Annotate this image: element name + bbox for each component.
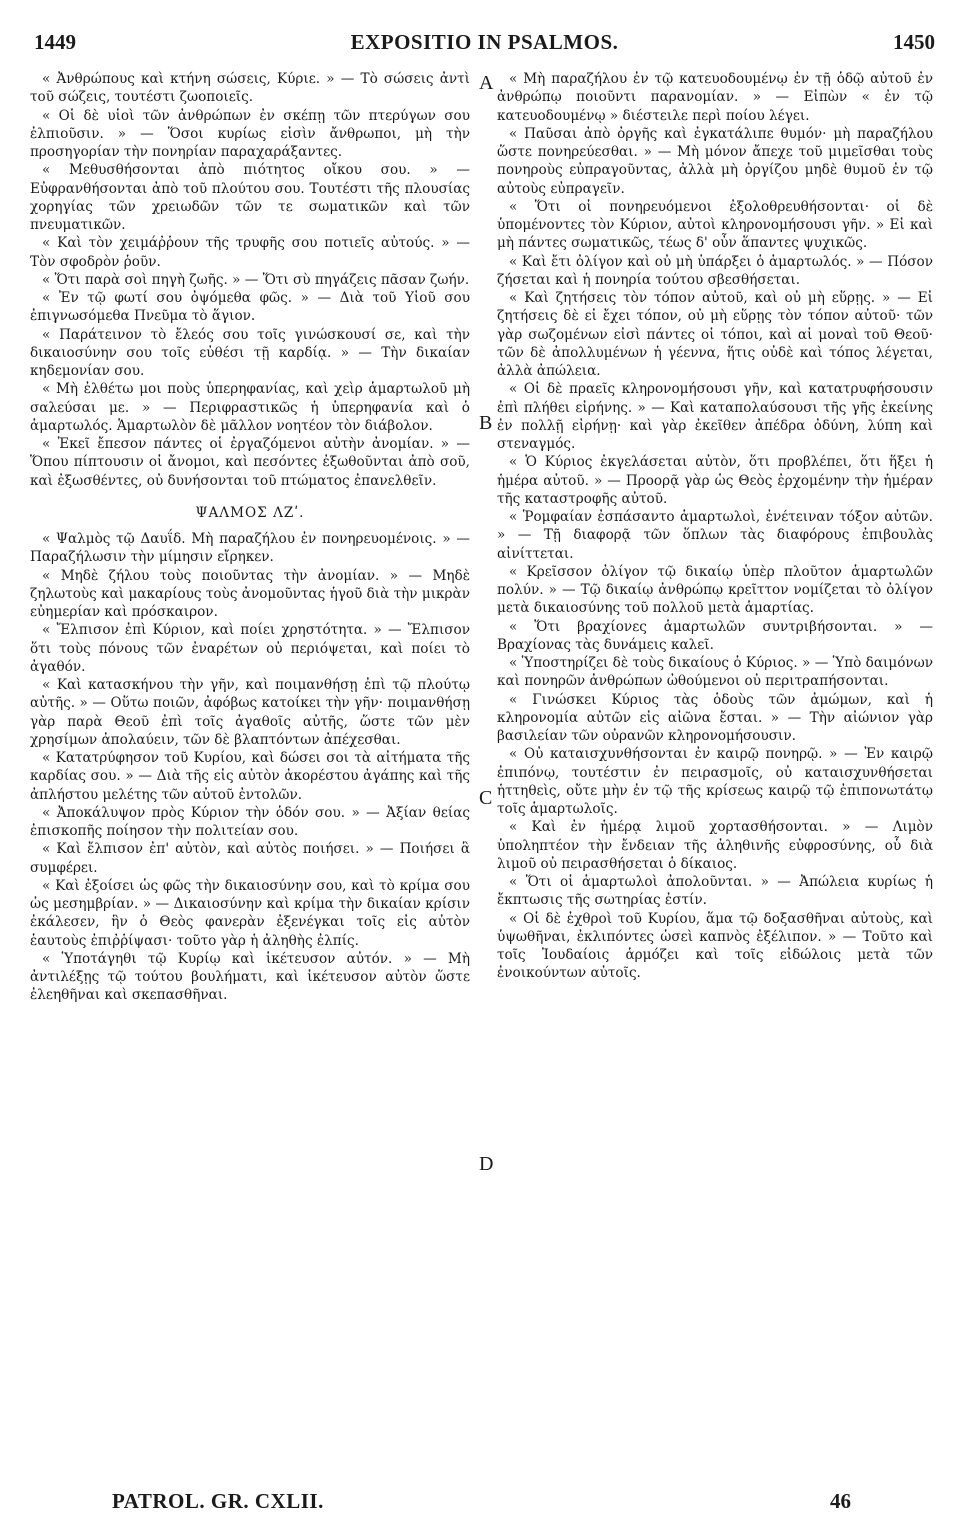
paragraph: « Ψαλμὸς τῷ Δαυΐδ. Μὴ παραζήλου ἐν πονηρευομένοις. » — Παραζήλωσιν τὴν μίμησιν εἴρηκεν. bbox=[30, 531, 470, 566]
right-column bbox=[497, 70, 933, 983]
paragraph: « Ῥομφαίαν ἐσπάσαντο ἁμαρτωλοὶ, ἐνέτειναν τόξον αὐτῶν. » — Τῇ διαφορᾷ τῶν ὅπλων τὰς διαφόρους ἐπιβουλὰς αἰνίττεται. bbox=[497, 509, 933, 562]
paragraph: « Καὶ ἔτι ὀλίγον καὶ οὐ μὴ ὑπάρξει ὁ ἁμαρτωλός. » — Πόσον ζήσεται καὶ ἡ πονηρία τούτου σβεσθήσεται. bbox=[497, 253, 933, 288]
paragraph: « Ἀποκάλυψον πρὸς Κύριον τὴν ὁδόν σου. » — Ἀξίαν θείας ἐπισκοπῆς ποίησον τὴν πολιτείαν σου. bbox=[30, 804, 470, 839]
paragraph: « Καὶ ἐξοίσει ὡς φῶς τὴν δικαιοσύνην σου, καὶ τὸ κρίμα σου ὡς μεσημβρίαν. » — Δικαιοσύνην καὶ κρίμα τὴν δικαίαν κρίσιν ἐκάλεσεν, ἣν ὁ Θεὸς φανερὰν ἐξενέγκαι τοῖς εἰς αὐτὸν ἑαυτοὺς ἐπιῤῥίψασι· τοῦτο γὰρ ἡ ἀληθὴς ἐλπίς. bbox=[30, 877, 470, 949]
running-title: EXPOSITIO IN PSALMOS. bbox=[350, 30, 619, 54]
paragraph: « Ὅτι οἱ ἁμαρτωλοὶ ἀπολοῦνται. » — Ἀπώλεια κυρίως ἡ ἔκπτωσις τῆς σωτηρίας ἐστίν. bbox=[497, 874, 933, 909]
paragraph: « Μηδὲ ζήλου τοὺς ποιοῦντας τὴν ἀνομίαν. » — Μηδὲ ζηλωτοὺς καὶ μακαρίους τοὺς ἀνομοῦντας ἡγοῦ διὰ τὴν μικρὰν εὐημερίαν καὶ πρόσκαιρον. bbox=[30, 567, 470, 620]
paragraph: « Καὶ τὸν χειμάῤῥουν τῆς τρυφῆς σου ποτιεῖς αὐτούς. » — Τὸν σφοδρὸν ῥοῦν. bbox=[30, 235, 470, 270]
paragraph: « Ἀνθρώπους καὶ κτήνη σώσεις, Κύριε. » — Τὸ σώσεις ἀντὶ τοῦ σώζεις, τουτέστι ζωοποιεῖς. bbox=[30, 71, 470, 106]
page-number-right: 1450 bbox=[893, 30, 935, 54]
paragraph: « Γινώσκει Κύριος τὰς ὁδοὺς τῶν ἀμώμων, καὶ ἡ κληρονομία αὐτῶν εἰς αἰῶνα ἔσται. » — Τὴν αἰώνιον γὰρ βασιλείαν τῶν οὐρανῶν κληρονομήσουσιν. bbox=[497, 691, 933, 744]
paragraph: « Ὅτι οἱ πονηρευόμενοι ἐξολοθρευθήσονται· οἱ δὲ ὑπομένοντες τὸν Κύριον, αὐτοὶ κληρονομήσουσι γῆν. » Εἰ καὶ μὴ πάντες σωματικῶς, τέως δ' οὖν ἅπαντες ψυχικῶς. bbox=[497, 198, 933, 252]
paragraph: « Ὁ Κύριος ἐκγελάσεται αὐτὸν, ὅτι προβλέπει, ὅτι ἥξει ἡ ἡμέρα αὐτοῦ. » — Προορᾷ γὰρ ὡς Θεὸς ἐρχομένην τὴν ἡμέραν τῆς καταστροφῆς αὐτοῦ. bbox=[497, 454, 933, 507]
footer-number: 46 bbox=[830, 1489, 851, 1513]
paragraph: « Ἐν τῷ φωτί σου ὀψόμεθα φῶς. » — Διὰ τοῦ Υἱοῦ σου ἐπιγνωσόμεθα Πνεῦμα τὸ ἅγιον. bbox=[30, 290, 470, 325]
paragraph: « Ἔλπισον ἐπὶ Κύριον, καὶ ποίει χρηστότητα. » — Ἔλπισον ὅτι τοὺς πόνους τῶν ἐναρέτων οὐ περιόψεται, καὶ ποίει τὸ ἀγαθόν. bbox=[30, 622, 470, 675]
paragraph: « Μὴ ἐλθέτω μοι ποὺς ὑπερηφανίας, καὶ χεὶρ ἁμαρτωλοῦ μὴ σαλεύσαι με. » — Περιφραστικῶς ἡ ὑπερηφανία καὶ ὁ ἁμαρτωλός. Ἁμαρτωλὸν δὲ μᾶλλον νοητέον τὸν διάβολον. bbox=[30, 381, 470, 434]
margin-marker-c: C bbox=[479, 787, 493, 809]
paragraph: « Παράτεινον τὸ ἔλεός σου τοῖς γινώσκουσί σε, καὶ τὴν δικαιοσύνην σου τοῖς εὐθέσι τῇ καρδίᾳ. » — Τὴν δικαίαν κηδεμονίαν σου. bbox=[30, 326, 470, 379]
paragraph: « Ὑποτάγηθι τῷ Κυρίῳ καὶ ἱκέτευσον αὐτόν. » — Μὴ ἀντιλέξῃς τῷ τούτου βουλήματι, καὶ ἱκέτευσον αὐτὸν ὥστε ἐλεηθῆναι καὶ σκεπασθῆναι. bbox=[30, 950, 470, 1004]
paragraph: « Ὅτι παρὰ σοὶ πηγὴ ζωῆς. » — Ὅτι σὺ πηγάζεις πᾶσαν ζωήν. bbox=[42, 271, 470, 288]
margin-marker-a: A bbox=[479, 72, 494, 94]
paragraph: « Οἱ δὲ υἱοὶ τῶν ἀνθρώπων ἐν σκέπῃ τῶν πτερύγων σου ἐλπιοῦσιν. » — Ὅσοι κυρίως εἰσὶν ἄνθρωποι, μὴ τὴν προσηγορίαν τὴν πονηρίαν παραχαράξαντες. bbox=[30, 107, 470, 160]
footer-source: PATROL. GR. CXLII. bbox=[112, 1489, 324, 1513]
margin-marker-d: D bbox=[479, 1153, 494, 1175]
paragraph: « Ὑποστηρίζει δὲ τοὺς δικαίους ὁ Κύριος. » — Ὑπὸ δαιμόνων καὶ πονηρῶν ἀνθρώπων ὠθούμενοι οὐ περιτραπήσονται. bbox=[497, 655, 933, 690]
paragraph: « Καὶ κατασκήνου τὴν γῆν, καὶ ποιμανθήσῃ ἐπὶ τῷ πλούτῳ αὐτῆς. » — Οὕτω ποιῶν, ἀφόβως κατοίκει τὴν γῆν· ποιμανθήσῃ γὰρ παρὰ Θεοῦ ἐπὶ τοῖς ἀγαθοῖς αὐτῆς, ὥστε τῶν μὲν χρησίμων ἀπολαύειν, τῶν δὲ βλαπτόντων ἀπέχεσθαι. bbox=[30, 677, 470, 748]
paragraph: « Καὶ ἔλπισον ἐπ' αὐτὸν, καὶ αὐτὸς ποιήσει. » — Ποιήσει ἃ συμφέρει. bbox=[30, 841, 470, 876]
paragraph: « Μὴ παραζήλου ἐν τῷ κατευοδουμένῳ ἐν τῇ ὁδῷ αὐτοῦ ἐν ἀνθρώπῳ ποιοῦντι παρανομίαν. » — Εἰπὼν « ἐν τῷ κατευοδουμένῳ » διέστειλε περὶ ποίου λέγει. bbox=[497, 71, 933, 124]
margin-marker-b: B bbox=[479, 412, 493, 434]
paragraph: « Ἐκεῖ ἔπεσον πάντες οἱ ἐργαζόμενοι αὐτὴν ἀνομίαν. » — Ὅπου πίπτουσιν οἱ ἄνομοι, καὶ πεσόντες ἐξωθοῦνται ἀπὸ σοῦ, καὶ ἐξωσθέντες, οὐ δυνήσονται τοῦ πτώματος ἐπανελθεῖν. bbox=[30, 436, 470, 489]
paragraph: « Καὶ ἐν ἡμέρᾳ λιμοῦ χορτασθήσονται. » — Λιμὸν ὑποληπτέον τὴν ἔνδειαν τῆς ἀληθινῆς εὐφροσύνης, οὗ διὰ λιμοῦ οὐ πειρασθήσεται ὁ δίκαιος. bbox=[497, 819, 933, 872]
paragraph: « Ὅτι βραχίονες ἁμαρτωλῶν συντριβήσονται. » — Βραχίονας τὰς δυνάμεις καλεῖ. bbox=[497, 618, 933, 653]
paragraph: « Οὐ καταισχυνθήσονται ἐν καιρῷ πονηρῷ. » — Ἐν καιρῷ ἐπιπόνῳ, τουτέστιν ἐν πειρασμοῖς, οὐ καταισχυνθήσεται ἡττηθεὶς, οὔτε μὴν ἐν τῷ τῆς κρίσεως καιρῷ τῷ ἐπιπονωτάτῳ τοῖς ἁμαρτωλοῖς. bbox=[497, 746, 933, 817]
paragraph: « Κατατρύφησον τοῦ Κυρίου, καὶ δώσει σοι τὰ αἰτήματα τῆς καρδίας σου. » — Διὰ τῆς εἰς αὐτὸν ἀκορέστου ἀγάπης καὶ τῆς ἀπλήστου μελέτης τῶν αὐτοῦ ἐντολῶν. bbox=[30, 750, 470, 803]
paragraph: « Κρεῖσσον ὀλίγον τῷ δικαίῳ ὑπὲρ πλοῦτον ἁμαρτωλῶν πολύν. » — Τῷ δικαίῳ ἀνθρώπῳ κρεῖττον νομίζεται τὸ ὀλίγον μετὰ δικαιοσύνης τοῦ πολλοῦ μετὰ ἁμαρτίας. bbox=[497, 563, 933, 617]
paragraph: « Μεθυσθήσονται ἀπὸ πιότητος οἴκου σου. » — Εὐφρανθήσονται ἀπὸ τοῦ πλούτου σου. Τουτέστι τῆς πλουσίας χορηγίας τῶν χρειωδῶν τῶν τε σωματικῶν καὶ τῶν πνευματικῶν. bbox=[30, 162, 470, 233]
page-header bbox=[34, 30, 935, 62]
paragraph: « Οἱ δὲ ἐχθροὶ τοῦ Κυρίου, ἅμα τῷ δοξασθῆναι αὐτοὺς, καὶ ὑψωθῆναι, ἐκλιπόντες ὡσεὶ καπνὸς ἐξέλιπον. » — Τοῦτο καὶ τοῖς Ἰουδαίοις ἁρμόζει καὶ τοῖς εἰδώλοις μετὰ τῶν ἐνοικούντων αὐτοῖς. bbox=[497, 910, 933, 982]
paragraph: « Οἱ δὲ πραεῖς κληρονομήσουσι γῆν, καὶ κατατρυφήσουσιν ἐπὶ πλήθει εἰρήνης. » — Καὶ καταπολαύσουσι τῆς γῆς ἐκείνης ἐν πολλῇ εἰρήνῃ· καὶ γὰρ ἐκεῖθεν ἀπέδρα ὀδύνη, λύπη καὶ στεναγμός. bbox=[497, 381, 933, 452]
psalm-heading: ΨΑΛΜΟΣ ΛΖʹ. bbox=[195, 504, 305, 521]
paragraph: « Καὶ ζητήσεις τὸν τόπον αὐτοῦ, καὶ οὐ μὴ εὕρῃς. » — Εἰ ζητήσεις δὲ εἰ ἔχει τόπον, οὐ μὴ εὕρῃς τὸν τόπον αὐτοῦ· τῶν γὰρ σωζομένων εἰσὶ πάντες οἱ τόποι, καὶ αἱ μοναὶ τοῦ Θεοῦ· τῶν δὲ ἀπολλυμένων ἡ γέεννα, ἥτις οὐδὲ καὶ τόπος λέγεται, ἀλλὰ ἀπώλεια. bbox=[497, 290, 933, 379]
paragraph: « Παῦσαι ἀπὸ ὀργῆς καὶ ἐγκατάλιπε θυμόν· μὴ παραζήλου ὥστε πονηρεύεσθαι. » — Μὴ μόνον ἄπεχε τοῦ μιμεῖσθαι τοὺς πονηροὺς εὐπραγοῦντας, ἀλλὰ μὴ ὀργίζου μηδὲ θυμοῦ ἐν τῷ αὐτοὺς εὐπραγεῖν. bbox=[497, 125, 933, 197]
page-number-left: 1449 bbox=[34, 30, 76, 54]
left-column bbox=[30, 70, 470, 1005]
